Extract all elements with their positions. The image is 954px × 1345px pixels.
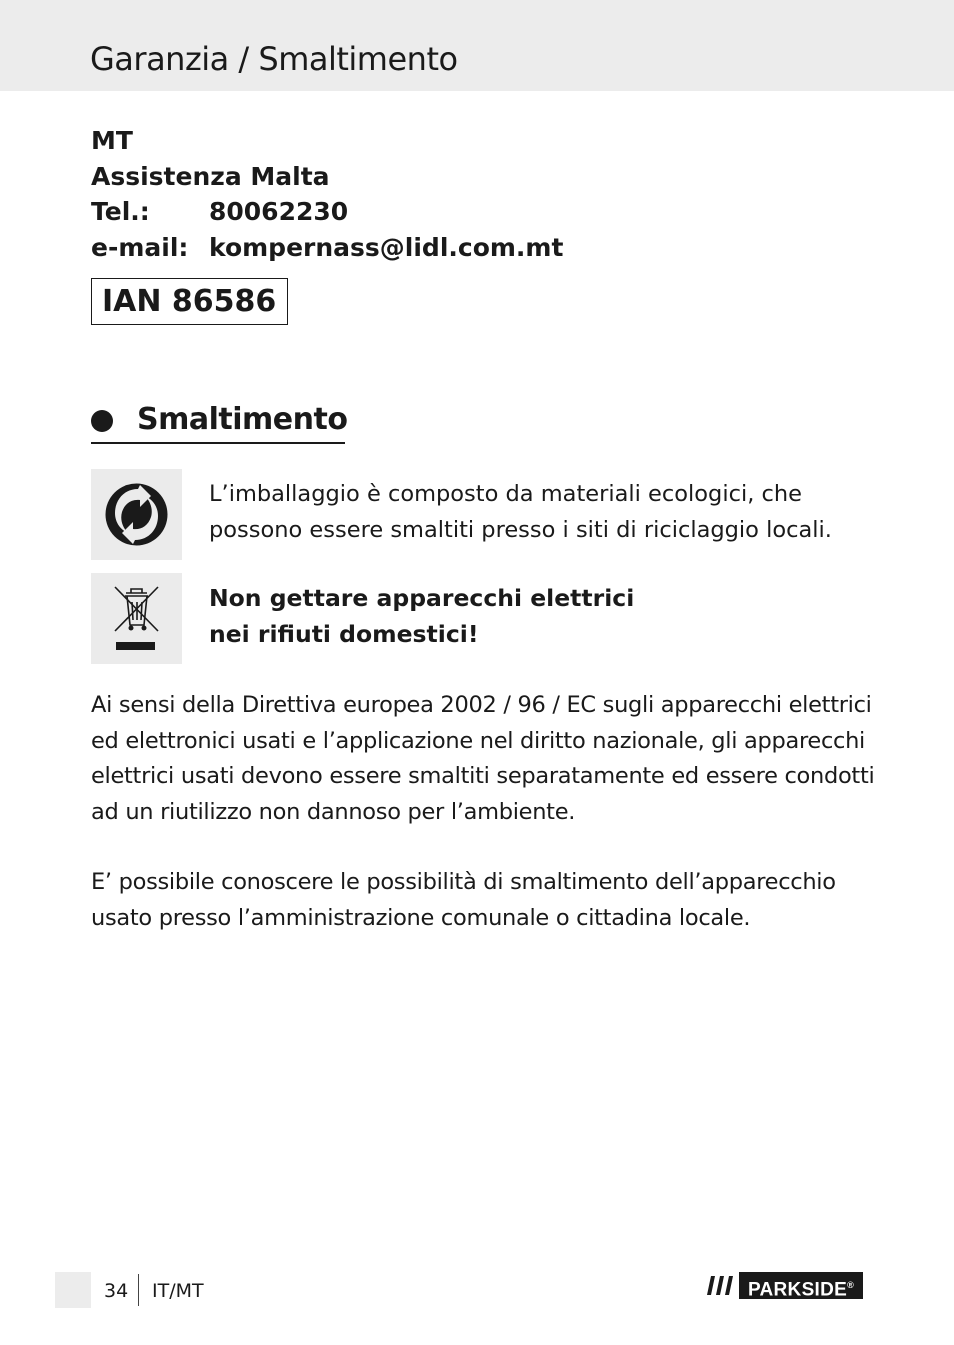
contact-block (91, 123, 563, 265)
weee-warning (209, 581, 634, 652)
weee-warning-line: Non gettare apparecchi elettrici (209, 584, 635, 612)
recycling-note-line: L’imballaggio è composto da materiali ecologici, che (209, 481, 802, 507)
green-dot-recycling-icon (91, 469, 182, 560)
locale-label: IT/MT (152, 1280, 204, 1302)
paragraph-line: Ai sensi della Direttiva europea 2002 / 96 / EC sugli apparecchi elettrici (91, 692, 872, 718)
contact-phone-row (91, 194, 563, 230)
email-label: e-mail: (91, 232, 189, 262)
phone-value: 80062230 (209, 197, 349, 226)
page-number: 34 (104, 1280, 129, 1302)
paragraph-line: usato presso l’amministrazione comunale o cittadina locale. (91, 904, 751, 931)
section-title: Smaltimento (137, 402, 348, 437)
brand-name: PARKSIDE (747, 1279, 848, 1301)
directive-paragraph (91, 688, 881, 830)
paragraph-line: elettrici usati devono essere smaltiti separatamente ed essere condotti (91, 763, 875, 789)
bullet-icon (91, 410, 113, 432)
contact-email-row (91, 230, 563, 266)
email-value: kompernass@lidl.com.mt (209, 232, 564, 262)
contact-service: Assistenza Malta (91, 161, 330, 191)
parkside-logo (705, 1272, 863, 1299)
logo-stripes-icon (705, 1272, 739, 1299)
footer-divider (138, 1274, 139, 1306)
phone-label: Tel.: (91, 197, 150, 226)
paragraph-line: E’ possibile conoscere le possibilità di smaltimento dell’apparecchio (91, 869, 836, 895)
weee-warning-line: nei rifiuti domestici! (209, 619, 479, 648)
registered-mark: ® (847, 1280, 855, 1290)
brand-wordmark (739, 1272, 863, 1299)
footer-marker (55, 1272, 91, 1308)
section-heading (91, 400, 348, 444)
page-title: Garanzia / Smaltimento (90, 40, 458, 78)
recycling-note-line: possono essere smaltiti presso i siti di riciclaggio locali. (209, 516, 832, 543)
ian-number-box: IAN 86586 (91, 278, 288, 325)
contact-country: MT (91, 126, 133, 155)
recycling-note (209, 477, 832, 548)
crossed-out-wheelie-bin-icon (91, 573, 182, 664)
paragraph-line: ed elettronici usati e l’applicazione nel diritto nazionale, gli apparecchi (91, 727, 866, 754)
paragraph-line: ad un riutilizzo non dannoso per l’ambiente. (91, 798, 576, 825)
disposal-info-paragraph (91, 865, 881, 936)
